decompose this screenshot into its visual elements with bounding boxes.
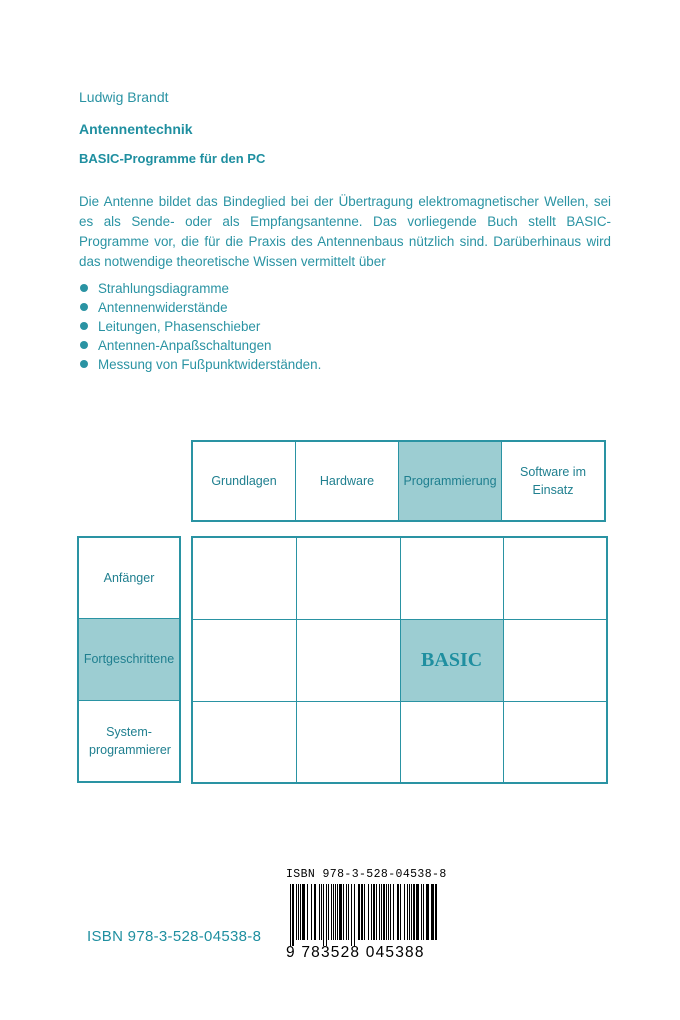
- barcode-bar: [335, 884, 336, 940]
- barcode-bar: [361, 884, 363, 940]
- barcode-bar: [407, 884, 408, 940]
- barcode-bar: [300, 884, 301, 940]
- grid-cell: [400, 701, 503, 782]
- barcode-bar: [323, 884, 324, 946]
- barcode-bar: [296, 884, 297, 940]
- barcode-digits: 9 783528 045388: [286, 944, 425, 961]
- barcode-bar: [404, 884, 405, 940]
- grid-cell: [400, 538, 503, 619]
- description: Die Antenne bildet das Bindeglied bei der Übertragung elektromagnetischer Wellen, sei es als Sende- oder als Empfangsantenne. Das vorliegende Buch stellt BASIC-Programme vor, die für die Praxis des Antennenbaus nützlich sind. Darüberhinaus wird das notwendige theoretische Wissen vermittelt über: [79, 194, 611, 269]
- column-software-im-einsatz: [501, 442, 604, 520]
- barcode-bar: [364, 884, 365, 940]
- barcode-bar: [339, 884, 342, 940]
- barcode-bar: [351, 884, 352, 946]
- barcode-bar: [431, 884, 434, 940]
- barcode-bar: [416, 884, 419, 940]
- barcode-bar: [326, 884, 327, 946]
- topic-list: [79, 279, 321, 374]
- barcode-bar: [331, 884, 332, 940]
- barcode-bar: [386, 884, 387, 940]
- barcode-bar: [373, 884, 375, 940]
- barcode-bar: [343, 884, 344, 940]
- barcode-bar: [321, 884, 322, 940]
- bullet-icon: [80, 284, 88, 292]
- grid-cell: [296, 701, 399, 782]
- barcode-bar: [368, 884, 369, 940]
- grid-cell: [296, 538, 399, 619]
- isbn-text: ISBN 978-3-528-04538-8: [87, 928, 262, 945]
- barcode-bar: [290, 884, 291, 946]
- bullet-icon: [80, 360, 88, 368]
- barcode-bar: [333, 884, 334, 940]
- column-hardware: Hardware: [295, 442, 398, 520]
- barcode-bar: [435, 884, 437, 940]
- list-item: Leitungen, Phasenschieber: [79, 317, 321, 336]
- row-fortgeschrittene: Fortgeschrittene: [79, 618, 179, 699]
- list-item: Antennen-Anpaßschaltungen: [79, 336, 321, 355]
- barcode-bar: [371, 884, 372, 940]
- list-item: Strahlungsdiagramme: [79, 279, 321, 298]
- barcode-bar: [409, 884, 410, 940]
- barcode-isbn: ISBN 978-3-528-04538-8: [286, 868, 447, 881]
- barcode-bar: [307, 884, 308, 940]
- barcode-bar: [328, 884, 329, 940]
- barcode-bar: [346, 884, 347, 940]
- bullet-icon: [80, 341, 88, 349]
- column-software-label: Software im Einsatz: [520, 465, 586, 497]
- barcode-bar: [302, 884, 305, 940]
- barcode-bar: [337, 884, 338, 940]
- barcode-bar: [379, 884, 380, 940]
- barcode-bar: [426, 884, 429, 940]
- basic-label: BASIC: [421, 648, 483, 671]
- barcode-bar: [354, 884, 355, 946]
- barcode-bar: [390, 884, 391, 940]
- matrix-column-header: [191, 440, 606, 522]
- grid-cell: [296, 619, 399, 700]
- barcode-bar: [413, 884, 415, 940]
- barcode-bar: [348, 884, 349, 940]
- matrix-grid: [191, 536, 608, 784]
- barcode-bar: [319, 884, 320, 940]
- barcode-bar: [383, 884, 385, 940]
- barcode-bars: [290, 884, 440, 946]
- barcode-bar: [388, 884, 389, 940]
- row-systemprogrammierer: [79, 700, 179, 781]
- grid-cell-basic: [400, 619, 503, 700]
- barcode-bar: [421, 884, 422, 940]
- book-subtitle: BASIC-Programme für den PC: [79, 151, 266, 166]
- row-anfaenger: Anfänger: [103, 571, 155, 586]
- grid-cell: [503, 619, 606, 700]
- barcode-bar: [292, 884, 294, 946]
- row-system-label: System-programmierer: [89, 724, 171, 757]
- barcode-bar: [393, 884, 394, 940]
- grid-cell: [193, 538, 296, 619]
- barcode-bar: [400, 884, 401, 940]
- barcode-bar: [397, 884, 399, 940]
- grid-cell: [503, 538, 606, 619]
- barcode-bar: [381, 884, 382, 940]
- barcode-bar: [314, 884, 316, 940]
- column-grundlagen: Grundlagen: [211, 474, 277, 488]
- grid-cell: [193, 701, 296, 782]
- barcode-bar: [376, 884, 377, 940]
- book-title: Antennentechnik: [79, 121, 193, 137]
- list-item: Antennenwiderstände: [79, 298, 321, 317]
- barcode-bar: [358, 884, 360, 940]
- bullet-icon: [80, 303, 88, 311]
- barcode-bar: [298, 884, 299, 940]
- barcode-bar: [423, 884, 424, 940]
- barcode-bar: [411, 884, 412, 940]
- matrix-row-header: [77, 536, 181, 783]
- barcode-bar: [311, 884, 312, 940]
- grid-cell: [193, 619, 296, 700]
- column-programmierung: Programmierung: [398, 442, 501, 520]
- list-item: Messung von Fußpunktwiderständen.: [79, 355, 321, 374]
- grid-cell: [503, 701, 606, 782]
- author-name: Ludwig Brandt: [79, 89, 169, 105]
- bullet-icon: [80, 322, 88, 330]
